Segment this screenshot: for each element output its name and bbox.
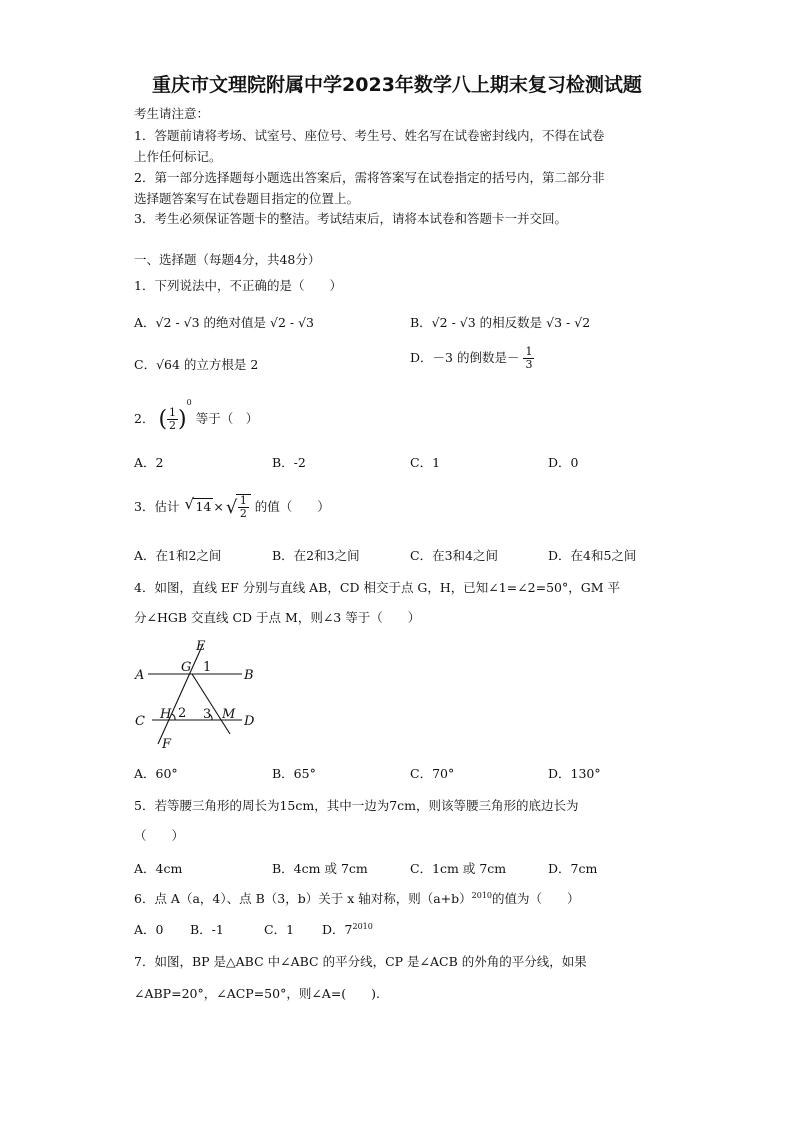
- q3-frac-den: 2: [239, 507, 247, 521]
- q4-option-d: D．130°: [548, 766, 601, 781]
- notice-line-2a: 2．第一部分选择题每小题选出答案后，需将答案写在试卷指定的括号内，第二部分非: [134, 170, 605, 185]
- q4-figure: [130, 636, 265, 754]
- q2-option-d: D．0: [548, 455, 579, 470]
- notice-line-1a: 1．答题前请将考场、试室号、座位号、考生号、姓名写在试卷密封线内，不得在试卷: [134, 128, 605, 143]
- q2-frac-num: 1: [169, 405, 177, 419]
- q5-option-b: B．4cm 或 7cm: [272, 861, 368, 876]
- q2-option-b: B．-2: [272, 455, 306, 470]
- q6-stem-text: 6．点 A（a，4）、点 B（3，b）关于 x 轴对称，则（a+b）: [134, 891, 472, 906]
- label-1: 1: [203, 660, 212, 675]
- q3-option-d: D．在4和5之间: [548, 548, 637, 563]
- q3-stem: [134, 494, 330, 520]
- q5-option-c: C．1cm 或 7cm: [410, 861, 507, 876]
- q6-stem: [134, 889, 580, 907]
- q1-stem: 1．下列说法中，不正确的是（ ）: [134, 278, 342, 293]
- q4-line-1: 4．如图，直线 EF 分别与直线 AB，CD 相交于点 G，H，已知∠1=∠2=50°，GM 平: [134, 580, 621, 595]
- q3-stem-pre: 3．估计: [134, 499, 180, 515]
- q6-option-d-text: D．7: [322, 922, 353, 937]
- q4-option-a: A．60°: [134, 766, 178, 781]
- q5-line-2: （ ）: [134, 828, 185, 843]
- q1-option-a: A．√2 - √3 的绝对值是 √2 - √3: [134, 315, 314, 330]
- notice-line-2b: 选择题答案写在试卷题目指定的位置上。: [134, 191, 360, 206]
- q1-option-d-text: D．－3 的倒数是－: [410, 350, 520, 366]
- label-3: 3: [203, 707, 212, 722]
- q7-line-2: ∠ABP=20°，∠ACP=50°，则∠A=( ).: [134, 986, 381, 1001]
- q2-option-a: A．2: [134, 455, 164, 470]
- label-a: A: [135, 668, 145, 683]
- q1-option-b: B．√2 - √3 的相反数是 √3 - √2: [410, 315, 591, 330]
- q3-option-c: C．在3和4之间: [410, 548, 498, 563]
- q2-frac-den: 2: [169, 419, 177, 432]
- q6-option-d-power: 2010: [352, 921, 373, 931]
- line-ef: [158, 644, 203, 744]
- q1-option-c: C．√64 的立方根是 2: [134, 357, 259, 372]
- label-2: 2: [178, 706, 187, 721]
- label-e: E: [196, 639, 206, 654]
- section-heading: 一、选择题（每题4分，共48分）: [134, 252, 321, 267]
- label-m: M: [222, 707, 236, 722]
- label-h: H: [160, 707, 172, 722]
- q2-number: 2．: [134, 411, 155, 426]
- q7-line-1: 7．如图，BP 是△ABC 中∠ABC 的平分线，CP 是∠ACB 的外角的平分线，如果: [134, 954, 587, 969]
- q6-power: 2010: [471, 890, 493, 900]
- q2-tail: 等于（ ）: [195, 411, 259, 426]
- label-d: D: [244, 714, 255, 729]
- angle-2-arc: [172, 714, 175, 720]
- q3-radical-14: [193, 498, 213, 514]
- q6-option-a: A．0: [134, 922, 164, 937]
- q3-frac-num: 1: [239, 494, 247, 507]
- q2-fraction: [167, 407, 178, 432]
- q3-rad1-value: 14: [195, 499, 212, 515]
- q6-option-d: [322, 920, 373, 938]
- label-g: G: [181, 660, 192, 675]
- q5-line-1: 5．若等腰三角形的周长为15cm，其中一边为7cm，则该等腰三角形的底边长为: [134, 798, 579, 813]
- label-f: F: [162, 737, 172, 752]
- line-gm: [192, 674, 230, 734]
- label-b: B: [244, 668, 254, 683]
- q1-d-den: 3: [525, 358, 533, 372]
- notice-line-1b: 上作任何标记。: [134, 149, 222, 164]
- page-title: 重庆市文理院附属中学2023年数学八上期末复习检测试题: [152, 74, 642, 96]
- q3-option-b: B．在2和3之间: [272, 548, 360, 563]
- q2-option-c: C．1: [410, 455, 441, 470]
- q4-option-b: B．65°: [272, 766, 316, 781]
- q1-d-num: 1: [525, 345, 533, 358]
- q6-option-c: C．1: [264, 922, 295, 937]
- q1-option-d: [410, 346, 534, 371]
- q2-stem: 2． ( $\frac{1}{2}$ )$^0$ 等于（ ）: [134, 398, 259, 432]
- q2-power: 0: [186, 398, 192, 407]
- q5-option-a: A．4cm: [134, 861, 183, 876]
- q3-tail: 的值（ ）: [254, 499, 330, 515]
- q3-radical-half: √ $\frac{1}{2}$: [236, 494, 251, 520]
- notice-line-3: 3．考生必须保证答题卡的整洁。考试结束后，请将本试卷和答题卡一并交回。: [134, 211, 567, 226]
- notice-heading: 考生请注意：: [134, 106, 210, 121]
- q3-option-a: A．在1和2之间: [134, 548, 222, 563]
- q1-option-d-fraction: [523, 346, 534, 371]
- q4-line-2: 分∠HGB 交直线 CD 于点 M，则∠3 等于（ ）: [134, 610, 421, 625]
- q6-tail: 的值为（ ）: [492, 891, 580, 906]
- q5-option-d: D．7cm: [548, 861, 598, 876]
- q3-times: ×: [213, 499, 224, 515]
- q4-option-c: C．70°: [410, 766, 455, 781]
- label-c: C: [135, 714, 145, 729]
- q6-option-b: B．-1: [190, 922, 224, 937]
